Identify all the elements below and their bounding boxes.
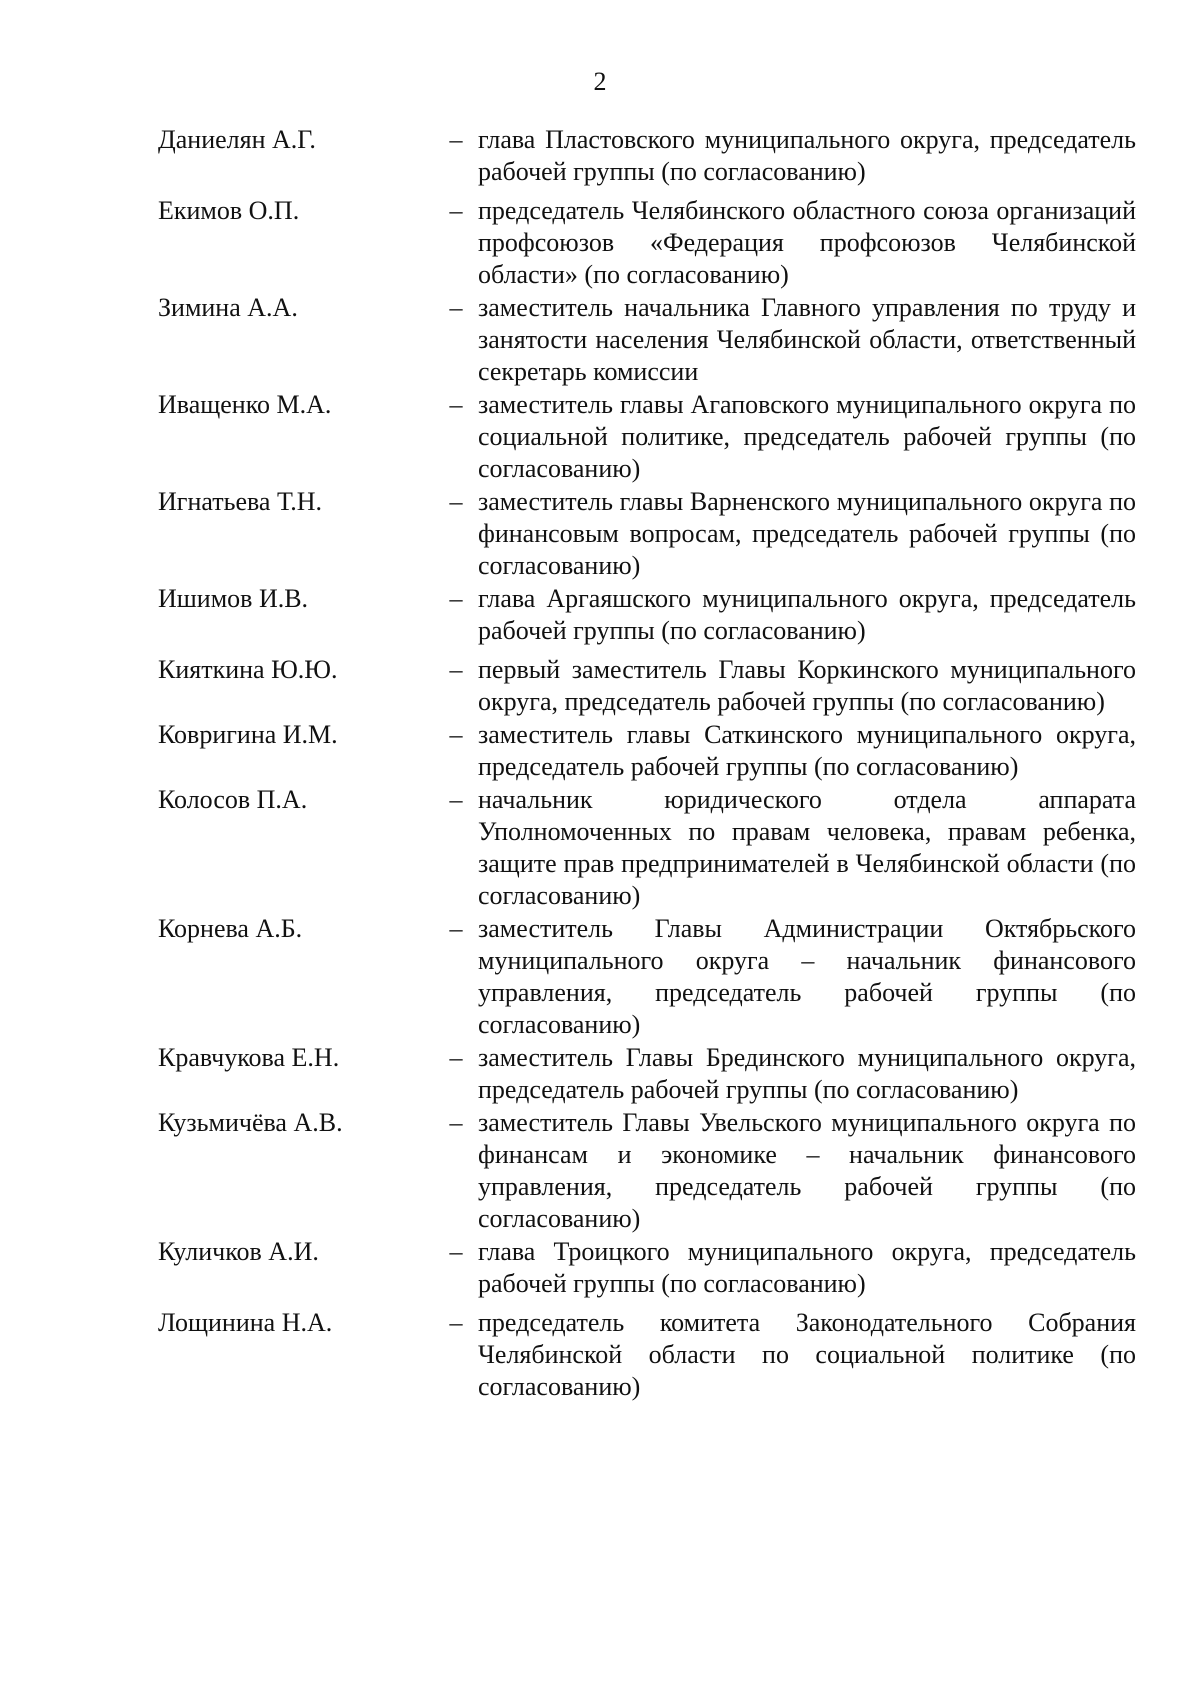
member-role: заместитель главы Варненского муниципального округа по финансовым вопросам, председатель рабочей группы (по согласованию) (478, 487, 1136, 580)
member-name: Корнева А.Б. (158, 914, 303, 943)
member-row (158, 784, 1150, 912)
dash-separator: – (449, 655, 463, 684)
member-name: Лощинина Н.А. (158, 1308, 333, 1337)
member-name: Кузьмичёва А.В. (158, 1108, 343, 1137)
member-role: заместитель Главы Брединского муниципального округа, председатель рабочей группы (по согласованию) (478, 1043, 1136, 1104)
member-role: глава Аргаяшского муниципального округа, председатель рабочей группы (по согласованию) (478, 584, 1136, 645)
member-role: председатель комитета Законодательного Собрания Челябинской области по социальной политике (по согласованию) (478, 1308, 1136, 1401)
member-row (158, 389, 1150, 485)
member-row (158, 1307, 1150, 1403)
member-row (158, 292, 1150, 388)
member-role: глава Пластовского муниципального округа, председатель рабочей группы (по согласованию) (478, 125, 1136, 186)
member-role: заместитель главы Саткинского муниципального округа, председатель рабочей группы (по согласованию) (478, 720, 1136, 781)
member-row (158, 654, 1150, 718)
member-name: Кияткина Ю.Ю. (158, 655, 338, 684)
member-row (158, 913, 1150, 1041)
dash-separator: – (449, 487, 463, 516)
dash-separator: – (449, 1308, 463, 1337)
dash-separator: – (449, 914, 463, 943)
page-number: 2 (593, 67, 607, 96)
dash-separator: – (449, 1237, 463, 1266)
member-row (158, 1107, 1150, 1235)
member-name: Куличков А.И. (158, 1237, 319, 1266)
members-list (158, 124, 1150, 1404)
dash-separator: – (449, 720, 463, 749)
member-name: Иващенко М.А. (158, 390, 332, 419)
member-row (158, 1236, 1150, 1300)
dash-separator: – (449, 785, 463, 814)
member-row (158, 124, 1150, 188)
dash-separator: – (449, 293, 463, 322)
member-role: заместитель Главы Администрации Октябрьского муниципального округа – начальник финансового управления, председатель рабочей группы (по согласованию) (478, 914, 1136, 1039)
member-name: Кравчукова Е.Н. (158, 1043, 340, 1072)
member-row (158, 583, 1150, 647)
dash-separator: – (449, 584, 463, 613)
dash-separator: – (449, 1043, 463, 1072)
member-role: глава Троицкого муниципального округа, председатель рабочей группы (по согласованию) (478, 1237, 1136, 1298)
member-role: заместитель начальника Главного управления по труду и занятости населения Челябинской области, ответственный секретарь комиссии (478, 293, 1136, 386)
dash-separator: – (449, 125, 463, 154)
member-name: Зимина А.А. (158, 293, 298, 322)
member-row (158, 1042, 1150, 1106)
member-role: председатель Челябинского областного союза организаций профсоюзов «Федерация профсоюзов Челябинской области» (по согласованию) (478, 196, 1136, 289)
dash-separator: – (449, 196, 463, 225)
member-role: заместитель Главы Увельского муниципального округа по финансам и экономике – начальник финансового управления, председатель рабочей группы (по согласованию) (478, 1108, 1136, 1233)
member-row (158, 195, 1150, 291)
member-row (158, 486, 1150, 582)
member-row (158, 719, 1150, 783)
member-name: Екимов О.П. (158, 196, 300, 225)
member-name: Даниелян А.Г. (158, 125, 316, 154)
member-name: Ковригина И.М. (158, 720, 338, 749)
dash-separator: – (449, 390, 463, 419)
member-name: Игнатьева Т.Н. (158, 487, 323, 516)
member-role: заместитель главы Агаповского муниципального округа по социальной политике, председатель рабочей группы (по согласованию) (478, 390, 1136, 483)
member-name: Ишимов И.В. (158, 584, 309, 613)
member-role: начальник юридического отдела аппарата Уполномоченных по правам человека, правам ребенка, защите прав предпринимателей в Челябинской области (по согласованию) (478, 785, 1136, 910)
member-role: первый заместитель Главы Коркинского муниципального округа, председатель рабочей группы (по согласованию) (478, 655, 1136, 716)
dash-separator: – (449, 1108, 463, 1137)
member-name: Колосов П.А. (158, 785, 308, 814)
